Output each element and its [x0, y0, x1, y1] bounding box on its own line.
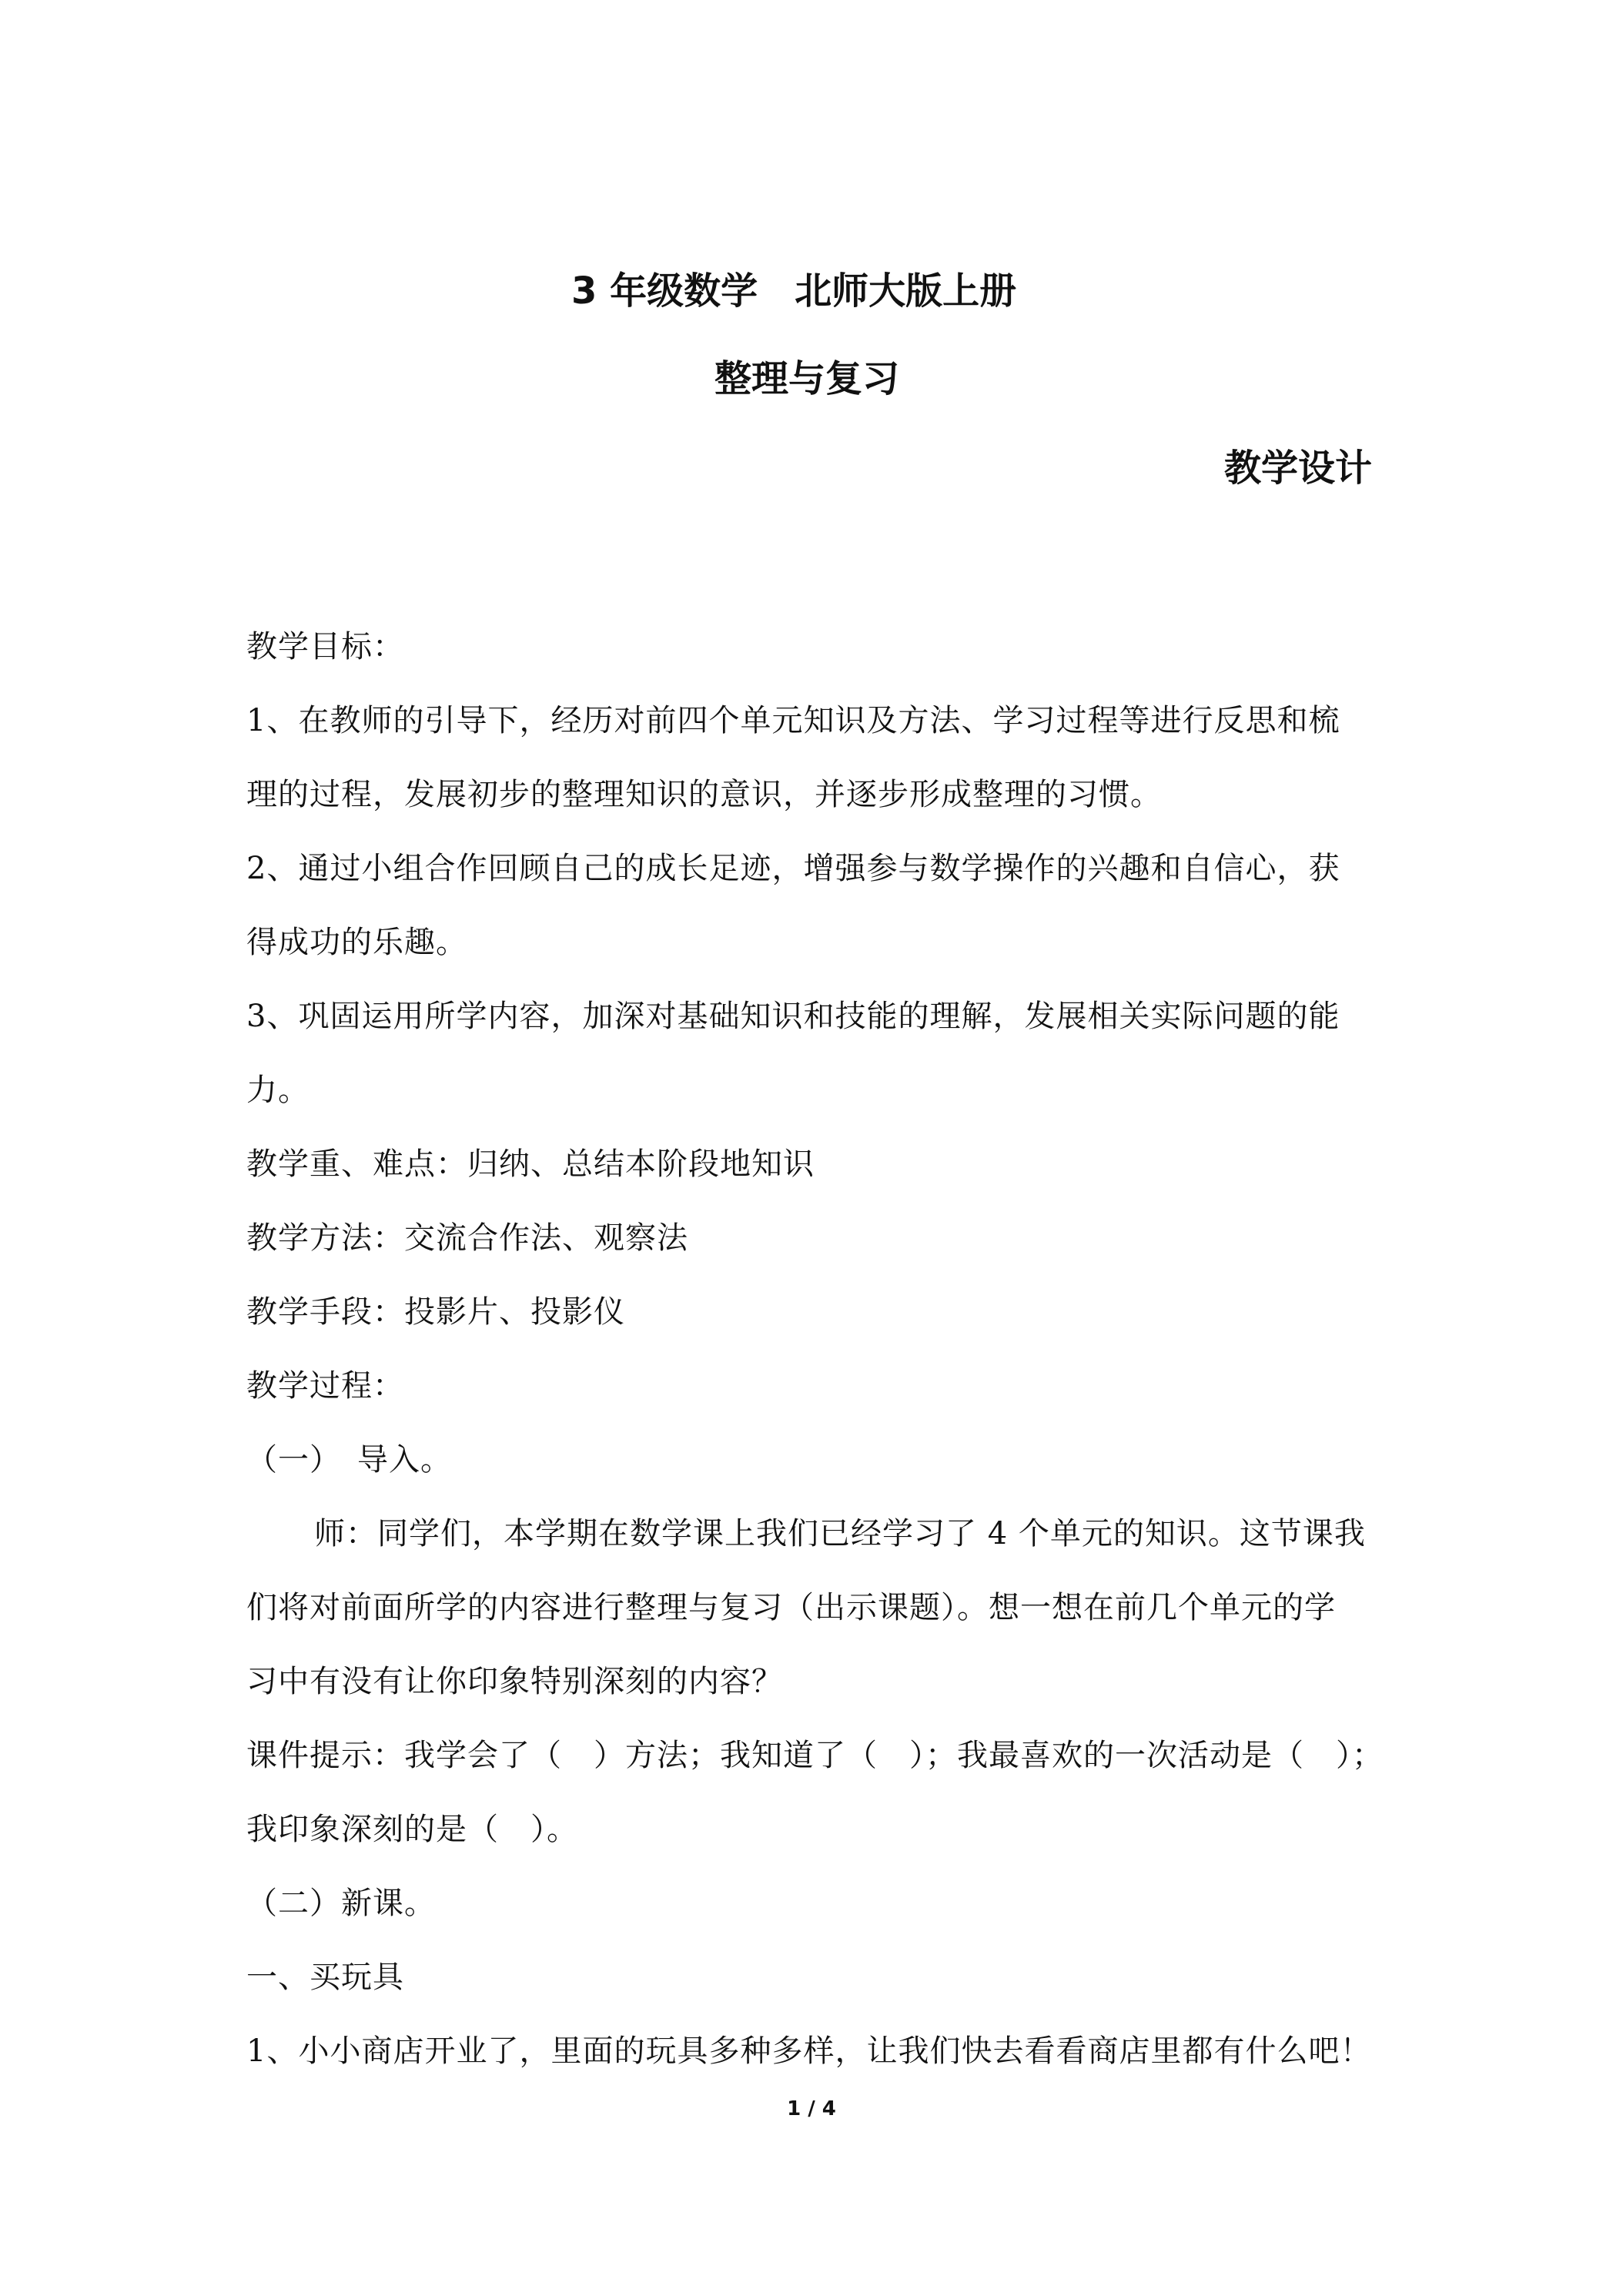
body-line: 课件提示：我学会了（ ）方法；我知道了（ ）；我最喜欢的一次活动是（ ）；	[246, 1738, 1384, 1773]
body-line: 理的过程，发展初步的整理知识的意识，并逐步形成整理的习惯。	[246, 777, 1162, 812]
body-line: 1、在教师的引导下，经历对前四个单元知识及方法、学习过程等进行反思和梳	[246, 703, 1340, 738]
body-line: 教学重、难点：归纳、总结本阶段地知识	[246, 1146, 815, 1182]
document-title: 3 年级数学 北师大版上册	[571, 269, 1017, 313]
body-line: 习中有没有让你印象特别深刻的内容？	[246, 1664, 783, 1699]
body-line: 2、通过小组合作回顾自己的成长足迹，增强参与数学操作的兴趣和自信心，获	[246, 851, 1340, 886]
body-line: 1、小小商店开业了，里面的玩具多种多样，让我们快去看看商店里都有什么吧！	[246, 2033, 1372, 2069]
body-line: 教学目标：	[246, 629, 404, 664]
body-line: （一） 导入。	[246, 1442, 452, 1478]
body-line: 一、买玩具	[246, 1960, 404, 1995]
body-line: 教学过程：	[246, 1368, 404, 1404]
body-line: 力。	[246, 1073, 310, 1108]
body-line: 得成功的乐趣。	[246, 925, 467, 960]
body-line: 教学方法：交流合作法、观察法	[246, 1220, 688, 1256]
document-subtitle: 整理与复习	[714, 357, 900, 400]
body-line: 教学手段：投影片、投影仪	[246, 1294, 625, 1330]
body-line: （二）新课。	[246, 1886, 436, 1921]
document-type-label: 教学设计	[1224, 447, 1373, 490]
body-line: 3、巩固运用所学内容，加深对基础知识和技能的理解，发展相关实际问题的能	[246, 999, 1340, 1034]
body-line: 师：同学们，本学期在数学课上我们已经学习了 4 个单元的知识。这节课我	[314, 1516, 1366, 1551]
body-line: 我印象深刻的是（ ）。	[246, 1812, 578, 1847]
page-number: 1 / 4	[787, 2097, 836, 2120]
body-line: 们将对前面所学的内容进行整理与复习（出示课题）。想一想在前几个单元的学	[246, 1590, 1336, 1625]
